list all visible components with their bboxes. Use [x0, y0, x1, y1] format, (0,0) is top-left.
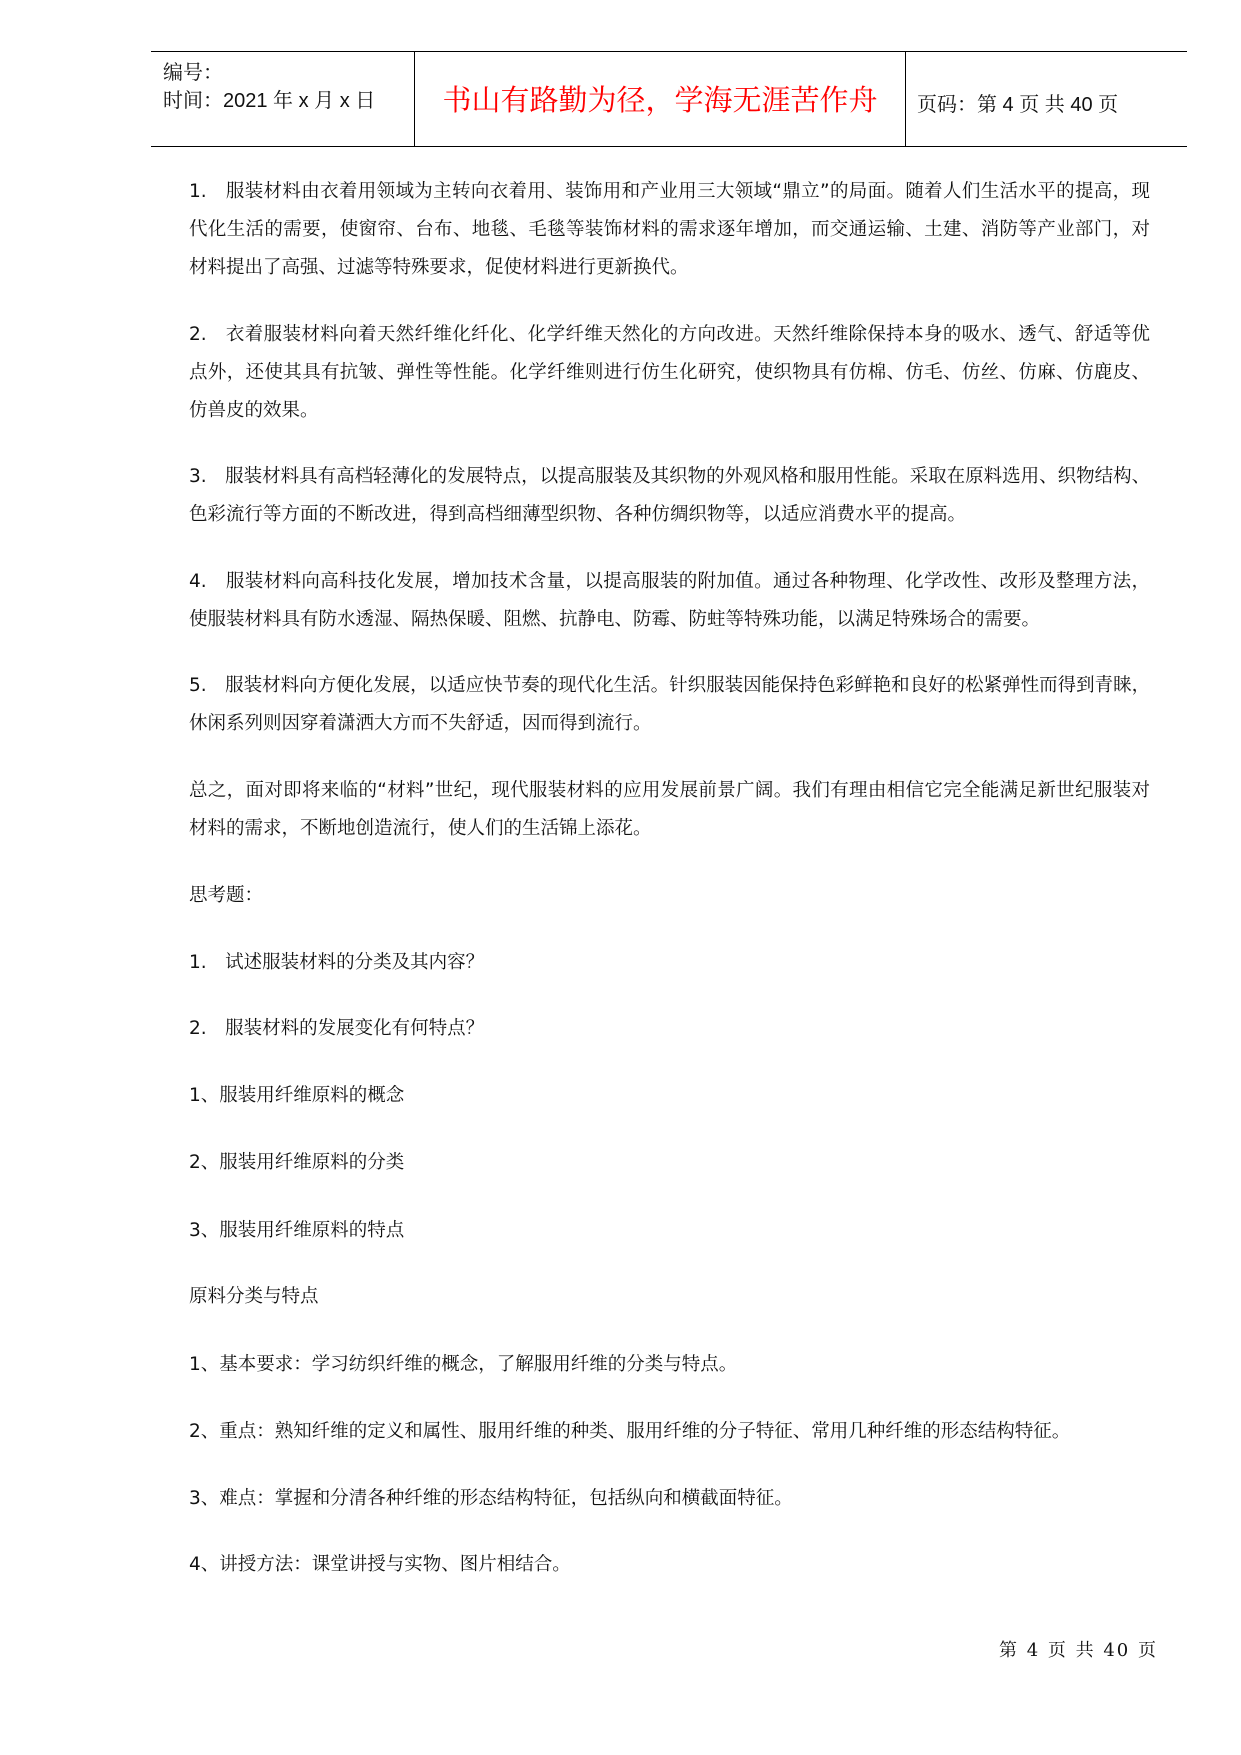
paragraph [189, 563, 1150, 639]
paragraph [189, 1413, 1150, 1451]
paragraph-line: 使服装材料具有防水透湿、隔热保暖、阻燃、抗静电、防霉、防蛀等特殊功能，以满足特殊场合的需要。 [189, 609, 1041, 630]
paragraph-line: 代化生活的需要，使窗帘、台布、地毯、毛毯等装饰材料的需求逐年增加，而交通运输、土建、消防等产业部门，对 [189, 219, 1150, 240]
paragraph-line: 2、重点：熟知纤维的定义和属性、服用纤维的种类、服用纤维的分子特征、常用几种纤维的形态结构特征。 [189, 1421, 1071, 1442]
paragraph [189, 173, 1150, 287]
header-bottom-rule [151, 146, 1187, 147]
paragraph [189, 1212, 1150, 1250]
paragraph-line: 思考题： [189, 885, 264, 906]
paragraph-line: 原料分类与特点 [189, 1286, 319, 1307]
header-motto: 书山有路勤为径，学海无涯苦作舟 [442, 83, 878, 117]
paragraph [189, 1546, 1150, 1584]
paragraph [189, 667, 1150, 743]
page-footer: 第 4 页 共 40 页 [999, 1640, 1158, 1661]
paragraph [189, 944, 1150, 982]
paragraph-line: 4. 服装材料向高科技化发展，增加技术含量，以提高服装的附加值。通过各种物理、化学改性、改形及整理方法， [189, 571, 1150, 592]
paragraph-line: 4、讲授方法：课堂讲授与实物、图片相结合。 [189, 1554, 571, 1575]
paragraph-line: 3. 服装材料具有高档轻薄化的发展特点，以提高服装及其织物的外观风格和服用性能。采取在原料选用、织物结构、 [189, 466, 1151, 487]
paragraph-line: 色彩流行等方面的不断改进，得到高档细薄型织物、各种仿绸织物等，以适应消费水平的提高。 [189, 504, 967, 525]
paragraph [189, 1346, 1150, 1384]
paragraph-line: 材料提出了高强、过滤等特殊要求，促使材料进行更新换代。 [189, 257, 689, 278]
paragraph-line: 休闲系列则因穿着潇洒大方而不失舒适，因而得到流行。 [189, 713, 652, 734]
paragraph [189, 772, 1150, 848]
paragraph [189, 1278, 1150, 1316]
paragraph [189, 1010, 1150, 1048]
paragraph-line: 材料的需求，不断地创造流行，使人们的生活锦上添花。 [189, 818, 652, 839]
paragraph [189, 316, 1150, 430]
paragraph-line: 1. 服装材料由衣着用领域为主转向衣着用、装饰用和产业用三大领域“鼎立”的局面。随着人们生活水平的提高，现 [189, 181, 1150, 202]
paragraph-line: 2. 服装材料的发展变化有何特点？ [189, 1018, 485, 1039]
paragraph [189, 458, 1150, 534]
document-number-label: 编号： [163, 62, 223, 84]
paragraph-line: 1、基本要求：学习纺织纤维的概念，了解服用纤维的分类与特点。 [189, 1354, 738, 1375]
paragraph-line: 仿兽皮的效果。 [189, 400, 319, 421]
document-time: 时间：2021 年 x 月 x 日 [163, 90, 376, 112]
paragraph-line: 点外，还使其具有抗皱、弹性等性能。化学纤维则进行仿生化研究，使织物具有仿棉、仿毛、仿丝、仿麻、仿鹿皮、 [189, 362, 1150, 383]
paragraph-line: 3、服装用纤维原料的特点 [189, 1220, 405, 1241]
paragraph-line: 总之，面对即将来临的“材料”世纪，现代服装材料的应用发展前景广阔。我们有理由相信它完全能满足新世纪服装对 [189, 780, 1150, 801]
paragraph-line: 3、难点：掌握和分清各种纤维的形态结构特征，包括纵向和横截面特征。 [189, 1488, 793, 1509]
paragraph [189, 1144, 1150, 1182]
paragraph-line: 2. 衣着服装材料向着天然纤维化纤化、化学纤维天然化的方向改进。天然纤维除保持本身的吸水、透气、舒适等优 [189, 324, 1150, 345]
header-page-number: 页码：第 4 页 共 40 页 [917, 94, 1119, 116]
paragraph-line: 1. 试述服装材料的分类及其内容？ [189, 952, 485, 973]
header-top-rule [151, 51, 1187, 52]
header-divider [905, 51, 906, 146]
paragraph-line: 5. 服装材料向方便化发展，以适应快节奏的现代化生活。针织服装因能保持色彩鲜艳和良好的松紧弹性而得到青睐， [189, 675, 1151, 696]
paragraph-line: 2、服装用纤维原料的分类 [189, 1152, 405, 1173]
paragraph [189, 1077, 1150, 1115]
paragraph [189, 877, 1150, 915]
paragraph [189, 1480, 1150, 1518]
paragraph-line: 1、服装用纤维原料的概念 [189, 1085, 405, 1106]
